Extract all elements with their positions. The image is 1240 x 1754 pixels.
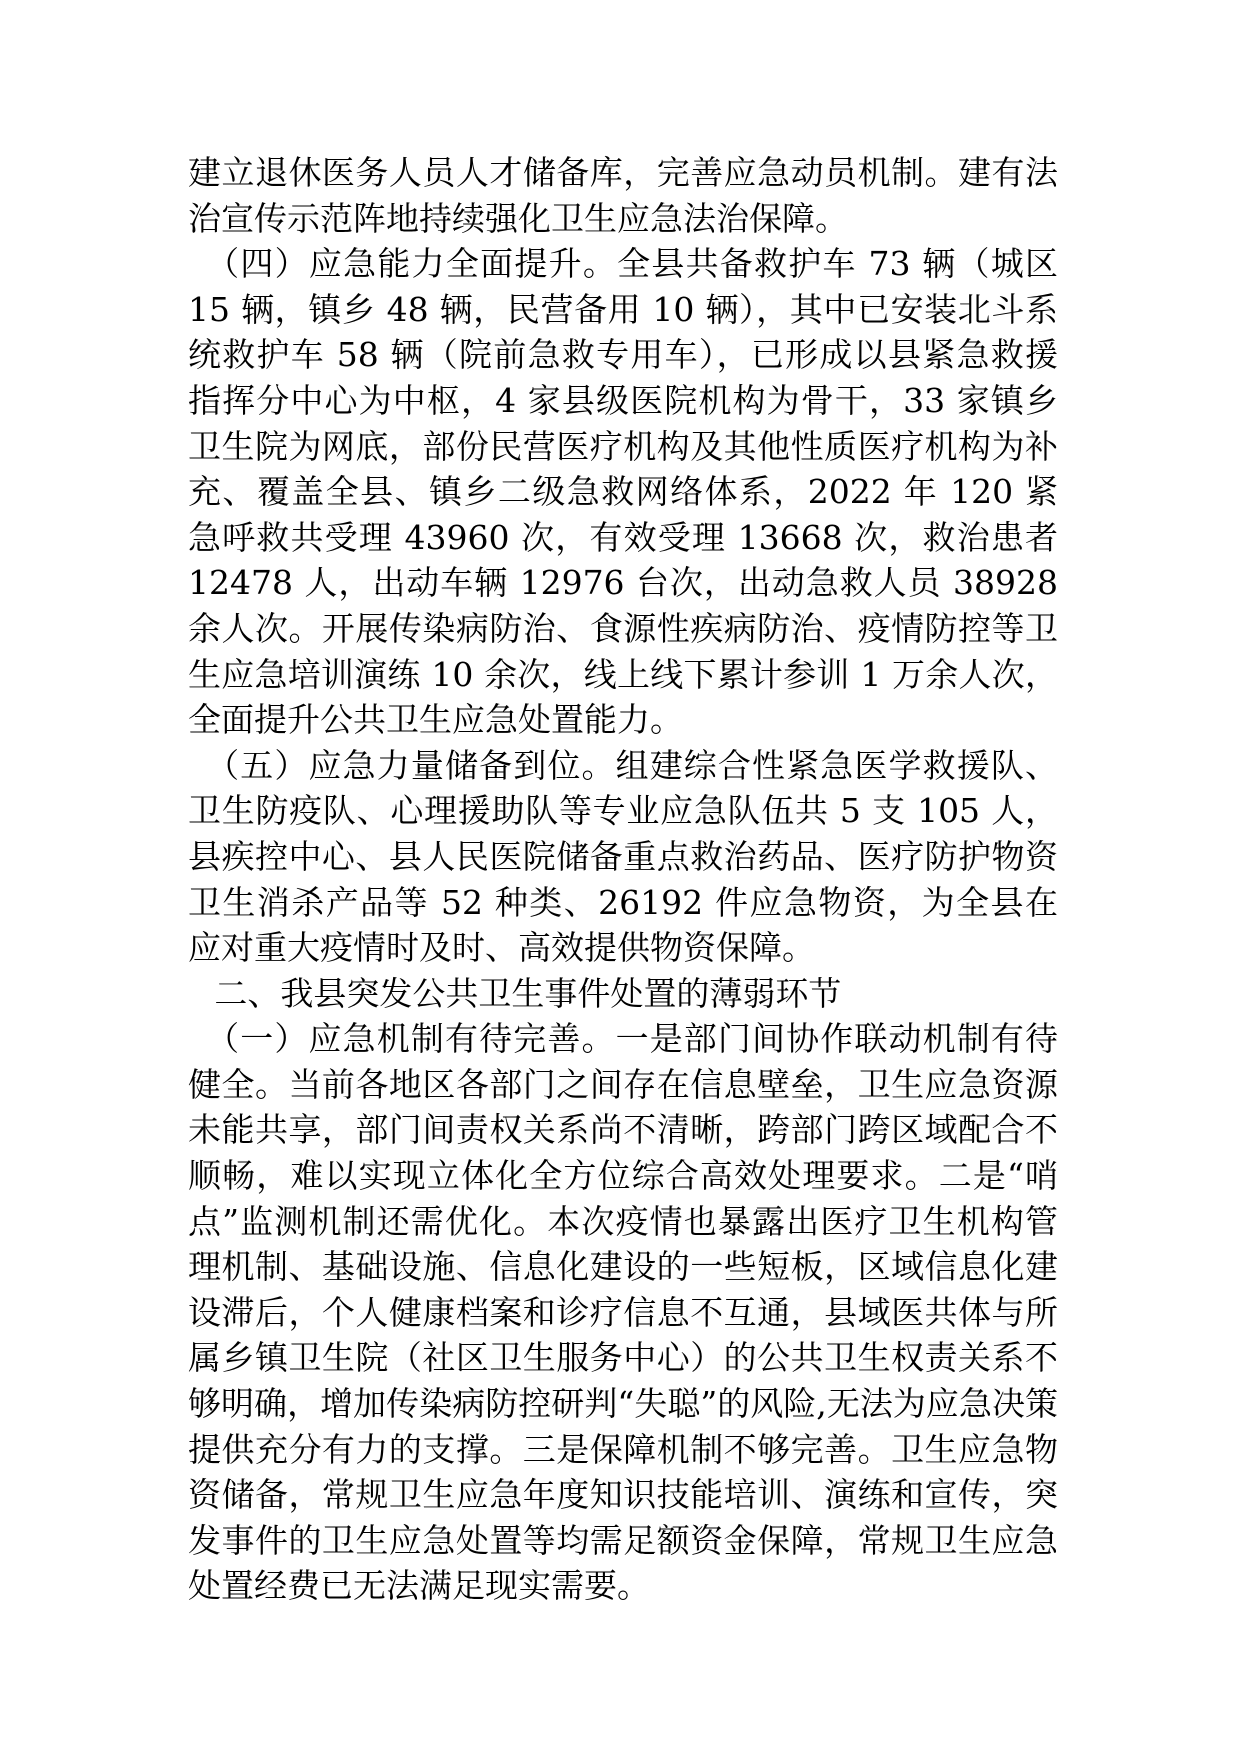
- document-body: [188, 150, 1058, 1609]
- paragraph-emergency-reserve: （五）应急力量储备到位。组建综合性紧急医学救援队、卫生防疫队、心理援助队等专业应急队伍共 5 支 105 人，县疾控中心、县人民医院储备重点救治药品、医疗防护物资卫生消杀产品等 52 种类、26192 件应急物资，为全县在应对重大疫情时及时、高效提供物资保障。: [188, 745, 1058, 968]
- paragraph-emergency-mechanism: （一）应急机制有待完善。一是部门间协作联动机制有待健全。当前各地区各部门之间存在信息壁垒，卫生应急资源未能共享，部门间责权关系尚不清晰，跨部门跨区域配合不顺畅，难以实现立体化全方位综合高效处理要求。二是“哨点”监测机制还需优化。本次疫情也暴露出医疗卫生机构管理机制、基础设施、信息化建设的一些短板，区域信息化建设滞后，个人健康档案和诊疗信息不互通，县域医共体与所属乡镇卫生院（社区卫生服务中心）的公共卫生权责关系不够明确，增加传染病防控研判“失聪”的风险,无法为应急决策提供充分有力的支撑。三是保障机制不够完善。卫生应急物资储备，常规卫生应急年度知识技能培训、演练和宣传，突发事件的卫生应急处置等均需足额资金保障，常规卫生应急处置经费已无法满足现实需要。: [188, 1019, 1058, 1606]
- paragraph-emergency-capability: （四）应急能力全面提升。全县共备救护车 73 辆（城区 15 辆，镇乡 48 辆，民营备用 10 辆），其中已安装北斗系统救护车 58 辆（院前急救专用车），已形成以县紧急救援指挥分中心为中枢，4 家县级医院机构为骨干，33 家镇乡卫生院为网底，部份民营医疗机构及其他性质医疗机构为补充、覆盖全县、镇乡二级急救网络体系，2022 年 120 紧急呼救共受理 43960 次，有效受理 13668 次，救治患者 12478 人，出动车辆 12976 台次，出动急救人员 38928 余人次。开展传染病防治、食源性疾病防治、疫情防控等卫生应急培训演练 10 余次，线上线下累计参训 1 万余人次，全面提升公共卫生应急处置能力。: [188, 244, 1058, 740]
- paragraph-continuation: 建立退休医务人员人才储备库，完善应急动员机制。建有法治宣传示范阵地持续强化卫生应急法治保障。: [188, 153, 1058, 238]
- section-heading-weak-links: 二、我县突发公共卫生事件处置的薄弱环节: [214, 973, 842, 1013]
